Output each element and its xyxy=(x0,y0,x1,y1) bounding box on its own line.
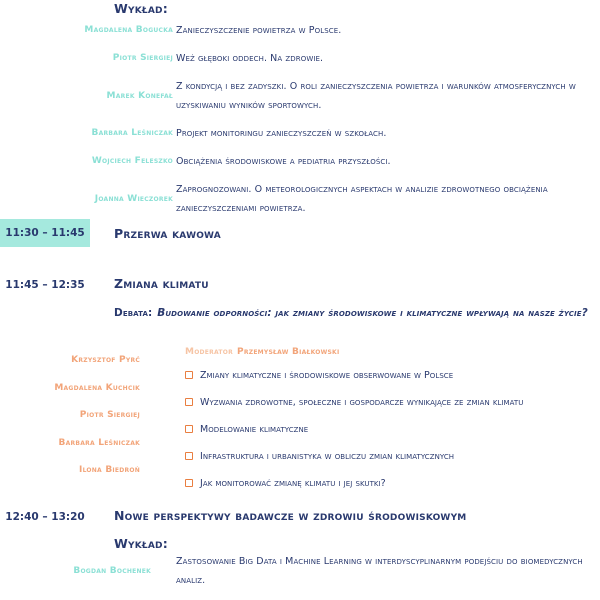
talks-list xyxy=(0,552,600,599)
session-title: Zmiana klimatu xyxy=(114,276,209,291)
talk-title: Projekt monitoringu zanieczyszczeń w szkołach. xyxy=(176,128,387,139)
debate-heading xyxy=(114,303,600,323)
topic-item xyxy=(185,477,595,490)
topic-item xyxy=(185,423,595,436)
moderator-label: Moderator xyxy=(185,347,233,357)
topic-text: Wyzwania zdrowotne, społeczne i gospodarcze wynikające ze zmian klimatu xyxy=(200,397,524,408)
panelist-name: Barbara Leśniczak xyxy=(58,437,140,448)
session-time: 12:40 – 13:20 xyxy=(5,511,85,523)
talk-row xyxy=(0,77,600,115)
break-row xyxy=(0,219,221,247)
speaker-name: Wojciech Feleszko xyxy=(91,156,173,166)
talk-title: Zastosowanie Big Data i Machine Learning w interdyscyplinarnym podejściu do biomedycznych analiz. xyxy=(176,556,583,586)
session-title: Nowe perspektywy badawcze w zdrowiu środowiskowym xyxy=(114,508,467,523)
talk-row xyxy=(0,49,600,68)
topics-list xyxy=(185,369,595,504)
speaker-name: Piotr Siergiej xyxy=(112,53,173,63)
speaker-name: Marek Konefał xyxy=(106,90,173,101)
panelist-name: Ilona Biedroń xyxy=(78,465,140,475)
square-bullet-icon xyxy=(185,398,193,406)
panelist-name: Krzysztof Pyrć xyxy=(71,355,140,365)
debate-label: Debata: xyxy=(114,307,153,319)
square-bullet-icon xyxy=(185,479,193,487)
talks-list xyxy=(0,21,600,227)
talk-row xyxy=(0,124,600,143)
debate-title: Budowanie odporności: jak zmiany środowiskowe i klimatyczne wpływają na nasze życie? xyxy=(157,307,588,319)
topic-text: Zmiany klimatyczne i środowiskowe obserwowane w Polsce xyxy=(200,370,454,381)
format-label: Wykład: xyxy=(114,1,168,16)
speaker-name: Bogdan Bochenek xyxy=(73,565,151,576)
talk-row xyxy=(0,152,600,171)
square-bullet-icon xyxy=(185,452,193,460)
panelist-name: Magdalena Kuchcik xyxy=(54,382,140,393)
talk-row xyxy=(0,21,600,40)
talk-title: Weź głęboki oddech. Na zdrowie. xyxy=(176,53,324,64)
break-title: Przerwa kawowa xyxy=(114,225,221,241)
moderator-line xyxy=(185,347,339,357)
moderator-name: Przemysław Białkowski xyxy=(237,347,340,357)
break-time-badge xyxy=(0,219,90,247)
break-time: 11:30 – 11:45 xyxy=(5,227,85,239)
format-label: Wykład: xyxy=(114,536,168,551)
talk-title: Z kondycją i bez zadyszki. O roli zanieczyszczenia powietrza i warunków atmosferycznych w uzyskiwaniu wyników sportowych. xyxy=(176,81,576,111)
topic-text: Infrastruktura i urbanistyka w obliczu zmian klimatycznych xyxy=(200,451,455,462)
panelists-list xyxy=(0,354,140,492)
topic-item xyxy=(185,396,595,409)
panelist-name: Piotr Siergiej xyxy=(79,410,140,420)
topic-item xyxy=(185,369,595,382)
square-bullet-icon xyxy=(185,425,193,433)
square-bullet-icon xyxy=(185,371,193,379)
topic-text: Modelowanie klimatyczne xyxy=(200,424,309,435)
topic-text: Jak monitorować zmianę klimatu i jej skutki? xyxy=(200,478,386,489)
speaker-name: Magdalena Bogucka xyxy=(84,25,173,35)
talk-row xyxy=(0,180,600,218)
topic-item xyxy=(185,450,595,463)
session-time: 11:45 – 12:35 xyxy=(5,279,85,291)
speaker-name: Barbara Leśniczak xyxy=(91,128,173,138)
talk-title: Zaprognozowani. O meteorologicznych aspektach w analizie zdrowotnego obciążenia zanieczyszczeniami powietrza. xyxy=(176,184,548,214)
speaker-name: Joanna Wieczorek xyxy=(94,193,173,204)
talk-row xyxy=(0,552,600,590)
talk-title: Obciążenia środowiskowe a pediatria przyszłości. xyxy=(176,156,391,167)
talk-title: Zanieczyszczenie powietrza w Polsce. xyxy=(176,25,342,36)
